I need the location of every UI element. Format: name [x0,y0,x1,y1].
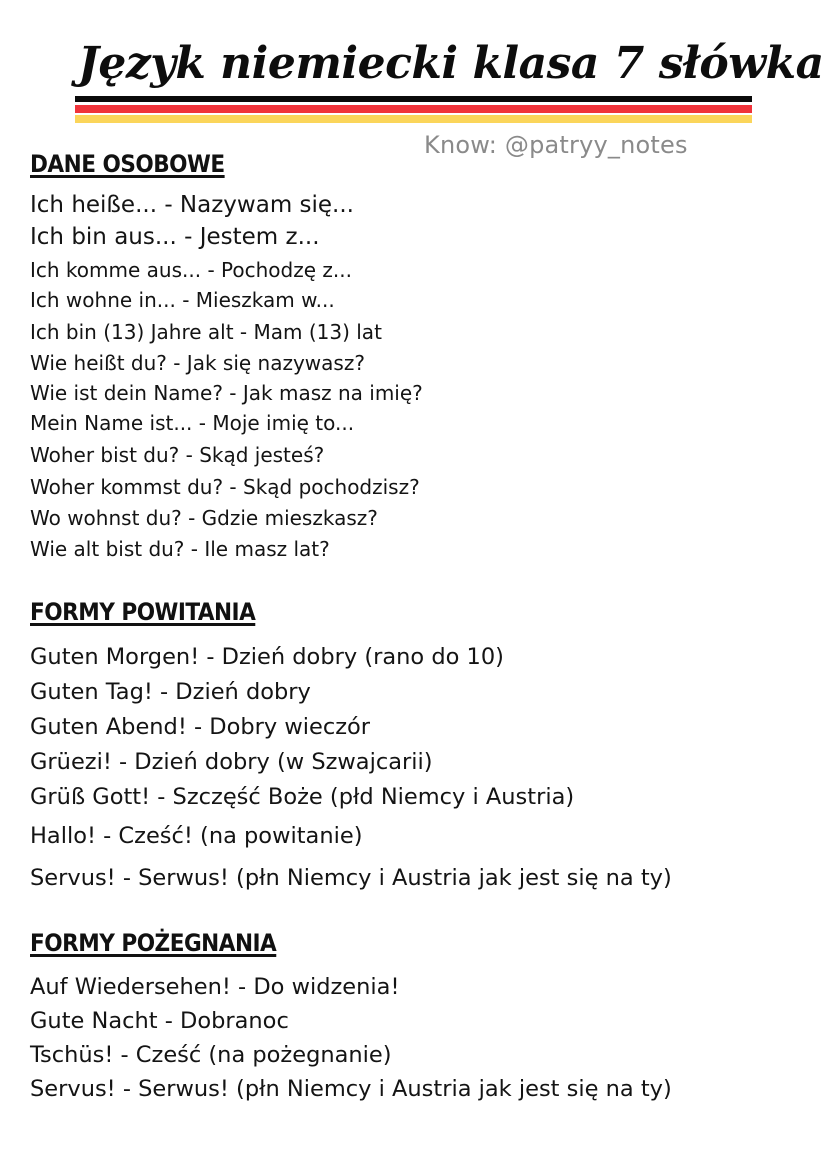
flag-stripe-gold [75,115,752,123]
section-heading: FORMY POWITANIA [30,598,256,626]
vocab-item: Wo wohnst du? - Gdzie mieszkasz? [30,506,378,530]
vocab-item: Mein Name ist... - Moje imię to... [30,411,355,435]
vocab-item: Servus! - Serwus! (płn Niemcy i Austria jak jest się na ty) [30,865,672,891]
vocab-item: Servus! - Serwus! (płn Niemcy i Austria jak jest się na ty) [30,1076,672,1102]
vocab-item: Woher bist du? - Skąd jesteś? [30,443,325,467]
vocab-item: Grüezi! - Dzień dobry (w Szwajcarii) [30,749,433,775]
vocab-item: Guten Tag! - Dzień dobry [30,679,311,705]
vocab-item: Ich komme aus... - Pochodzę z... [30,258,352,282]
vocab-item: Ich heiße... - Nazywam się... [30,192,354,218]
flag-stripe-red [75,105,752,113]
section-heading: DANE OSOBOWE [30,150,225,178]
section-heading: FORMY POŻEGNANIA [30,929,277,957]
vocab-item: Auf Wiedersehen! - Do widzenia! [30,974,400,1000]
vocab-item: Gute Nacht - Dobranoc [30,1008,289,1034]
flag-stripe-black [75,96,752,102]
vocab-item: Tschüs! - Cześć (na pożegnanie) [30,1042,392,1068]
author-credit: Know: @patryy_notes [424,131,688,159]
vocab-item: Ich wohne in... - Mieszkam w... [30,288,335,312]
vocab-item: Ich bin (13) Jahre alt - Mam (13) lat [30,320,382,344]
page-title: Język niemiecki klasa 7 słówka [78,38,824,89]
vocab-item: Woher kommst du? - Skąd pochodzisz? [30,475,420,499]
vocab-item: Ich bin aus... - Jestem z... [30,224,320,250]
vocab-item: Wie heißt du? - Jak się nazywasz? [30,351,365,375]
vocab-item: Hallo! - Cześć! (na powitanie) [30,823,363,849]
vocab-item: Guten Abend! - Dobry wieczór [30,714,371,740]
vocab-item: Wie alt bist du? - Ile masz lat? [30,537,330,561]
vocab-item: Grüß Gott! - Szczęść Boże (płd Niemcy i Austria) [30,784,575,810]
vocab-item: Wie ist dein Name? - Jak masz na imię? [30,381,423,405]
vocab-item: Guten Morgen! - Dzień dobry (rano do 10) [30,644,504,670]
